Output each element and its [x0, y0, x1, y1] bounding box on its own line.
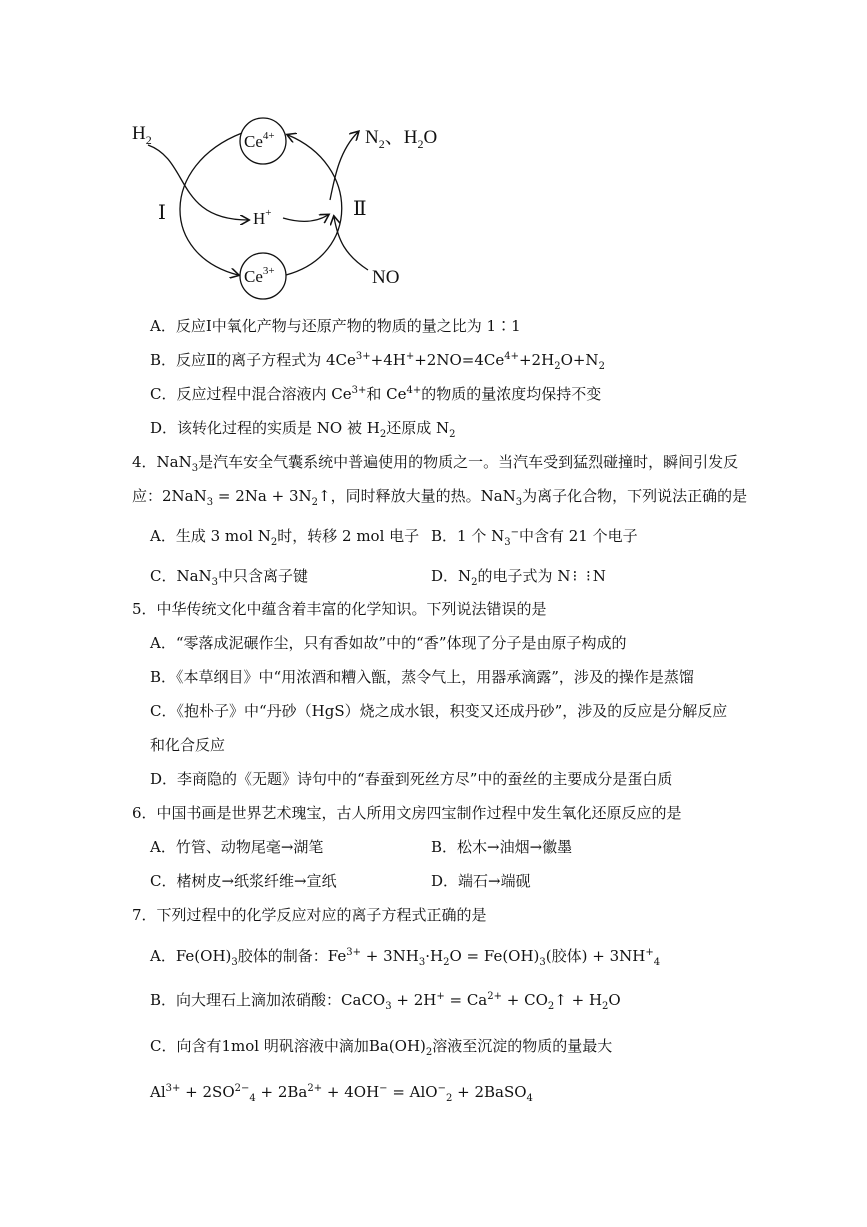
q6-option-d: D．端石→端砚: [431, 872, 531, 890]
q5-stem: 5．中华传统文化中蕴含着丰富的化学知识。下列说法错误的是: [132, 600, 547, 618]
n2-lewis-structure: N⁝ ⁝N: [557, 567, 608, 585]
q5-option-d: D．李商隐的《无题》诗句中的“春蚕到死丝方尽”中的蚕丝的主要成分是蛋白质: [150, 770, 673, 788]
arrow-hplus-right: [283, 215, 328, 221]
q3-option-a: A．反应Ⅰ中氧化产物与还原产物的物质的量之比为 1∶1: [150, 317, 521, 335]
arc-ce3-to-ce4: [286, 135, 342, 275]
q7-option-c: C．向含有1mol 明矾溶液中滴加$Ba(OH)_2$溶液至沉淀的物质的量最大: [150, 1037, 613, 1058]
q7-option-a: A．$Fe(OH)_3$胶体的制备：$Fe^{3+} + 3NH_3\cdot H_2O = Fe(OH)_3$(胶体) + $3NH^+_4$: [150, 947, 661, 968]
q4-option-b: B．1 个 $N_3^-$中含有 21 个电子: [431, 527, 638, 548]
q4-stem-line1: 4．NaN$_3$是汽车安全气囊系统中普遍使用的物质之一。当汽车受到猛烈碰撞时，瞬间引发反: [132, 453, 739, 474]
q6-option-a: A．竹管、动物尾毫→湖笔: [150, 838, 324, 856]
no-label: NO: [372, 267, 400, 288]
q7-option-c-equation: $Al^{3+} + 2SO^{2-}_4 + 2Ba^{2+} + 4OH^- = AlO^-_2$ + 2BaSO$_4$: [150, 1083, 533, 1104]
q3-option-c: C．反应过程中混合溶液内 $Ce^{3+}$和 $Ce^{4+}$的物质的量浓度均保持不变: [150, 385, 602, 403]
q5-option-b: B．《本草纲目》中“用浓酒和糟入甑，蒸令气上，用器承滴露”，涉及的操作是蒸馏: [150, 668, 694, 686]
q4-option-d: D．$N_2$的电子式为 N⁝ ⁝N: [431, 567, 608, 588]
q7-stem: 7．下列过程中的化学反应对应的离子方程式正确的是: [132, 906, 487, 924]
q6-option-c: C．楮树皮→纸浆纤维→宣纸: [150, 872, 337, 890]
q5-option-c-line2: 和化合反应: [150, 736, 226, 754]
h2-label: $H_2$: [132, 123, 152, 147]
q4-option-c: C．NaN$_3$中只含离子键: [150, 567, 309, 588]
q6-option-b: B．松木→油烟→徽墨: [431, 838, 573, 856]
hplus-label: H+: [253, 207, 272, 228]
ce3-label: $Ce^{3+}$: [244, 265, 275, 286]
q5-option-a: A．“零落成泥碾作尘，只有香如故”中的“香”体现了分子是由原子构成的: [150, 634, 627, 652]
arrow-to-products: [330, 132, 358, 200]
q3-option-d: D．该转化过程的实质是 NO 被 $H_2$还原成 $N_2$: [150, 419, 456, 440]
products-label: $N_2$、$H_2O$: [365, 127, 438, 151]
ce-cycle-diagram: [120, 105, 480, 310]
q4-stem-line2: 应：$2NaN_3 = 2Na + 3N_2↑$，同时释放大量的热。NaN$_3$为离子化合物，下列说法正确的是: [132, 487, 748, 508]
arc-ce4-to-ce3: [180, 133, 242, 275]
q3-option-b: B．反应Ⅱ的离子方程式为 $4Ce^{3+}+4H^++2NO=4Ce^{4+}+2H_2O+N_2$: [150, 351, 605, 372]
ce4-label: $Ce^{4+}$: [244, 130, 275, 151]
q4-option-a: A．生成 3 mol $N_2$时，转移 2 mol 电子: [150, 527, 420, 548]
q6-stem: 6．中国书画是世界艺术瑰宝，古人所用文房四宝制作过程中发生氧化还原反应的是: [132, 804, 682, 822]
q7-option-b: B．向大理石上滴加浓硝酸：CaCO$_3$ + $2H^+ = Ca^{2+}$ + $CO_2↑ + H_2O$: [150, 991, 621, 1012]
q5-option-c-line1: C．《抱朴子》中“丹砂（HgS）烧之成水银，积变又还成丹砂”，涉及的反应是分解反应: [150, 702, 728, 720]
label-reaction-I: Ⅰ: [158, 202, 166, 224]
label-reaction-II: Ⅱ: [353, 198, 367, 220]
